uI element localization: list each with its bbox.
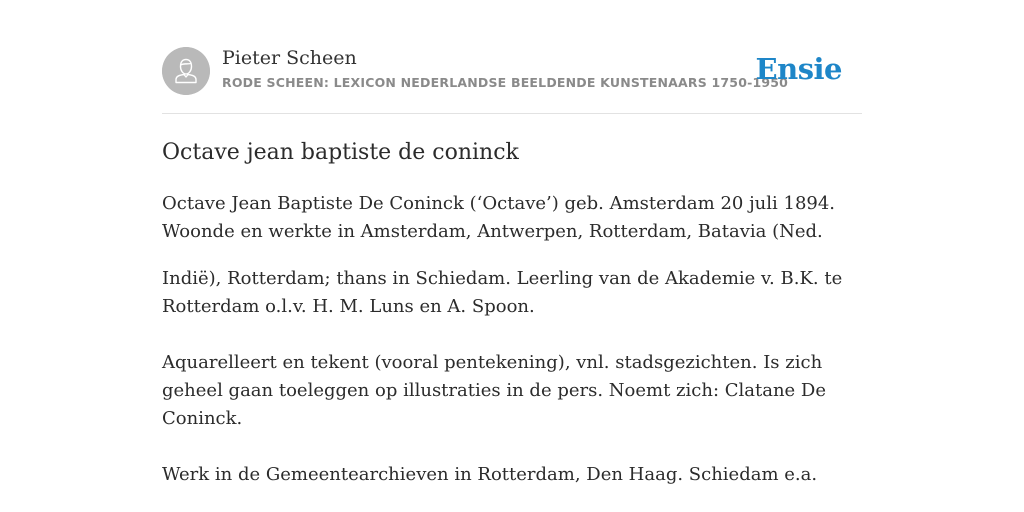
article-paragraph: Aquarelleert en tekent (vooral pentekening), vnl. stadsgezichten. Is zich geheel gaan toeleggen op illustraties in de pers. Noemt zich: Clatane De Coninck. (162, 352, 827, 429)
author-name[interactable]: Pieter Scheen (222, 47, 357, 69)
source-title[interactable]: RODE SCHEEN: LEXICON NEDERLANDSE BEELDENDE KUNSTENAARS 1750-1950 (222, 75, 789, 90)
ensie-logo[interactable]: Ensie (755, 52, 842, 86)
user-avatar-icon[interactable] (162, 47, 210, 95)
article-paragraph: Werk in de Gemeentearchieven in Rotterdam, Den Haag. Schiedam e.a. (162, 464, 818, 485)
article-card (162, 46, 862, 489)
article-body (162, 190, 862, 489)
article-header (162, 46, 862, 114)
article-paragraph: Indië), Rotterdam; thans in Schiedam. Leerling van de Akademie v. B.K. te Rotterdam o.l.v. H. M. Luns en A. Spoon. (162, 268, 843, 317)
article-title: Octave jean baptiste de coninck (162, 140, 519, 165)
article-paragraph: Octave Jean Baptiste De Coninck (‘Octave’) geb. Amsterdam 20 juli 1894. Woonde en werkte in Amsterdam, Antwerpen, Rotterdam, Batavia (Ned. (162, 193, 836, 242)
